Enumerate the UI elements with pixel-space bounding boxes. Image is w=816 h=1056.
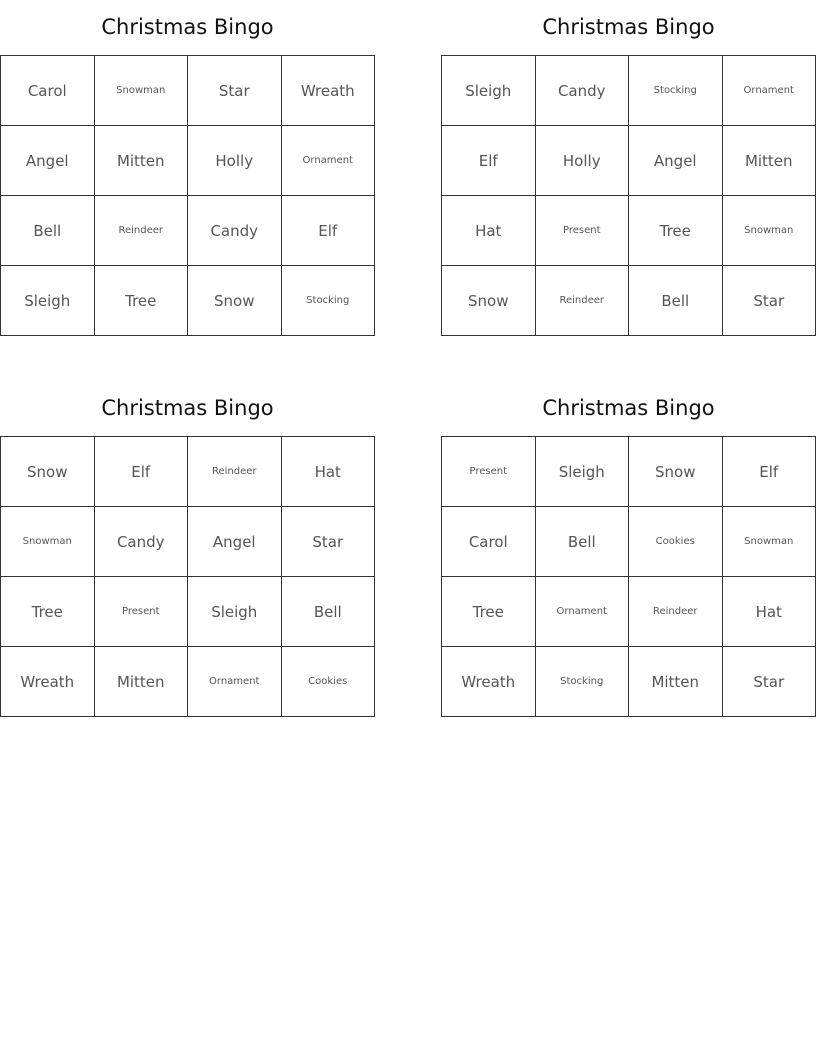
bingo-cell: Star — [188, 56, 282, 126]
bingo-cell: Wreath — [282, 56, 376, 126]
bingo-cell: Bell — [282, 577, 376, 647]
bingo-cell: Holly — [536, 126, 630, 196]
bingo-cell: Elf — [282, 196, 376, 266]
card-title: Christmas Bingo — [542, 15, 715, 39]
bingo-cell: Star — [723, 647, 816, 717]
bingo-cell: Stocking — [629, 56, 723, 126]
bingo-cell: Elf — [723, 437, 816, 507]
bingo-cell: Hat — [723, 577, 816, 647]
bingo-card-4 — [441, 381, 816, 717]
bingo-cell: Snow — [629, 437, 723, 507]
bingo-card-3 — [0, 381, 375, 717]
bingo-cell: Bell — [1, 196, 95, 266]
bingo-cell: Snowman — [95, 56, 189, 126]
bingo-cell: Angel — [1, 126, 95, 196]
bingo-cell: Carol — [1, 56, 95, 126]
bingo-grid — [441, 55, 816, 336]
bingo-cell: Elf — [95, 437, 189, 507]
bingo-cell: Angel — [629, 126, 723, 196]
bingo-cell: Snow — [188, 266, 282, 336]
bingo-cell: Present — [95, 577, 189, 647]
bingo-card-1 — [0, 0, 375, 336]
bingo-cell: Candy — [95, 507, 189, 577]
bingo-cell: Snowman — [723, 196, 816, 266]
bingo-cell: Snowman — [723, 507, 816, 577]
bingo-cell: Bell — [629, 266, 723, 336]
bingo-cell: Ornament — [282, 126, 376, 196]
bingo-cell: Mitten — [723, 126, 816, 196]
bingo-cell: Carol — [442, 507, 536, 577]
bingo-cell: Wreath — [1, 647, 95, 717]
card-title: Christmas Bingo — [542, 396, 715, 420]
bingo-cell: Mitten — [95, 647, 189, 717]
bingo-cell: Sleigh — [442, 56, 536, 126]
bingo-cell: Wreath — [442, 647, 536, 717]
bingo-cell: Angel — [188, 507, 282, 577]
bingo-cell: Sleigh — [188, 577, 282, 647]
bingo-cell: Ornament — [723, 56, 816, 126]
bingo-cell: Cookies — [282, 647, 376, 717]
bingo-cell: Reindeer — [188, 437, 282, 507]
bingo-cell: Mitten — [629, 647, 723, 717]
bingo-cell: Star — [723, 266, 816, 336]
bingo-cell: Present — [536, 196, 630, 266]
bingo-cell: Sleigh — [1, 266, 95, 336]
bingo-cell: Reindeer — [536, 266, 630, 336]
card-title: Christmas Bingo — [101, 396, 274, 420]
bingo-cell: Stocking — [536, 647, 630, 717]
bingo-cell: Tree — [1, 577, 95, 647]
bingo-cell: Candy — [188, 196, 282, 266]
bingo-cell: Snow — [442, 266, 536, 336]
bingo-cell: Bell — [536, 507, 630, 577]
bingo-cell: Present — [442, 437, 536, 507]
bingo-cell: Ornament — [536, 577, 630, 647]
bingo-cell: Reindeer — [95, 196, 189, 266]
bingo-grid — [441, 436, 816, 717]
bingo-cell: Ornament — [188, 647, 282, 717]
bingo-cell: Candy — [536, 56, 630, 126]
bingo-cell: Sleigh — [536, 437, 630, 507]
bingo-cell: Cookies — [629, 507, 723, 577]
bingo-cell: Elf — [442, 126, 536, 196]
bingo-cell: Tree — [95, 266, 189, 336]
bingo-cell: Mitten — [95, 126, 189, 196]
bingo-cell: Tree — [442, 577, 536, 647]
bingo-card-2 — [441, 0, 816, 336]
bingo-cell: Stocking — [282, 266, 376, 336]
bingo-cell: Hat — [442, 196, 536, 266]
bingo-cell: Tree — [629, 196, 723, 266]
bingo-cell: Hat — [282, 437, 376, 507]
bingo-grid — [0, 55, 375, 336]
bingo-cell: Snow — [1, 437, 95, 507]
bingo-cell: Reindeer — [629, 577, 723, 647]
bingo-grid — [0, 436, 375, 717]
bingo-cell: Snowman — [1, 507, 95, 577]
bingo-cell: Star — [282, 507, 376, 577]
bingo-cell: Holly — [188, 126, 282, 196]
card-title: Christmas Bingo — [101, 15, 274, 39]
